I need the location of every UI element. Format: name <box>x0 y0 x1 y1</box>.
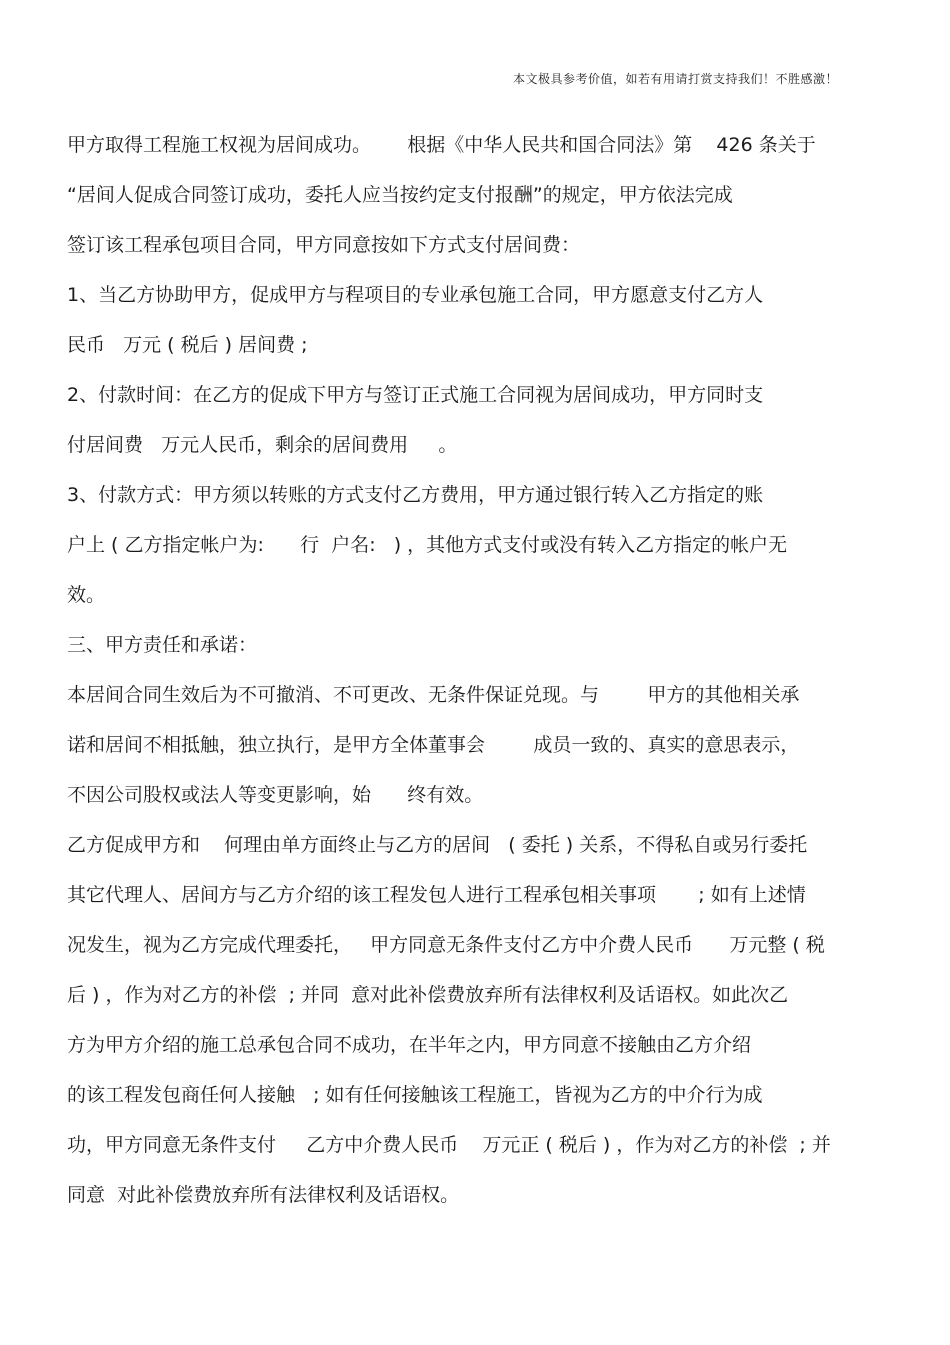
page-header-notice: 本文极具参考价值，如若有用请打赏支持我们！不胜感激！ <box>512 72 838 86</box>
text-line: 签订该工程承包项目合同，甲方同意按如下方式支付居间费： <box>67 234 581 256</box>
section-heading: 三、甲方责任和承诺： <box>67 634 258 656</box>
text-line: 户上 ( 乙方指定帐户为: 行 户名: ) ，其他方式支付或没有转入乙方指定的帐户无 <box>67 534 788 556</box>
text-line: 效。 <box>67 584 106 606</box>
text-line: 同意 对此补偿费放弃所有法律权利及话语权。 <box>67 1184 460 1206</box>
text-line: 况发生，视为乙方完成代理委托， 甲方同意无条件支付乙方中介费人民币 万元整 ( 税 <box>67 934 825 956</box>
text-line: 付居间费 万元人民币，剩余的居间费用 。 <box>67 434 458 456</box>
text-line: 的该工程发包商任何人接触 ; 如有任何接触该工程施工，皆视为乙方的中介行为成 <box>67 1084 763 1106</box>
text-line: 甲方取得工程施工权视为居间成功。 根据《中华人民共和国合同法》第 426 条关于 <box>67 134 816 156</box>
document-body <box>67 120 897 1220</box>
text-line: “居间人促成合同签订成功，委托人应当按约定支付报酬”的规定，甲方依法完成 <box>67 184 733 206</box>
text-line: 3、付款方式：甲方须以转账的方式支付乙方费用，甲方通过银行转入乙方指定的账 <box>67 484 764 506</box>
text-line: 诺和居间不相抵触，独立执行，是甲方全体董事会 成员一致的、真实的意思表示， <box>67 734 800 756</box>
text-line: 后 ) ，作为对乙方的补偿 ; 并同 意对此补偿费放弃所有法律权利及话语权。如此次乙 <box>67 984 789 1006</box>
text-line: 方为甲方介绍的施工总承包合同不成功，在半年之内，甲方同意不接触由乙方介绍 <box>67 1034 752 1056</box>
text-line: 2、付款时间：在乙方的促成下甲方与签订正式施工合同视为居间成功，甲方同时支 <box>67 384 764 406</box>
text-line: 本居间合同生效后为不可撤消、不可更改、无条件保证兑现。与 甲方的其他相关承 <box>67 684 800 706</box>
text-line: 1、当乙方协助甲方，促成甲方与程项目的专业承包施工合同，甲方愿意支付乙方人 <box>67 284 764 306</box>
text-line: 功，甲方同意无条件支付 乙方中介费人民币 万元正 ( 税后 ) ，作为对乙方的补偿 ; 并 <box>67 1134 831 1156</box>
text-line: 乙方促成甲方和 何理由单方面终止与乙方的居间 ( 委托 ) 关系，不得私自或另行委托 <box>67 834 808 856</box>
text-line: 不因公司股权或法人等变更影响，始 终有效。 <box>67 784 484 806</box>
text-line: 民币 万元 ( 税后 ) 居间费 ; <box>67 334 308 356</box>
text-line: 其它代理人、居间方与乙方介绍的该工程发包人进行工程承包相关事项 ; 如有上述情 <box>67 884 806 906</box>
